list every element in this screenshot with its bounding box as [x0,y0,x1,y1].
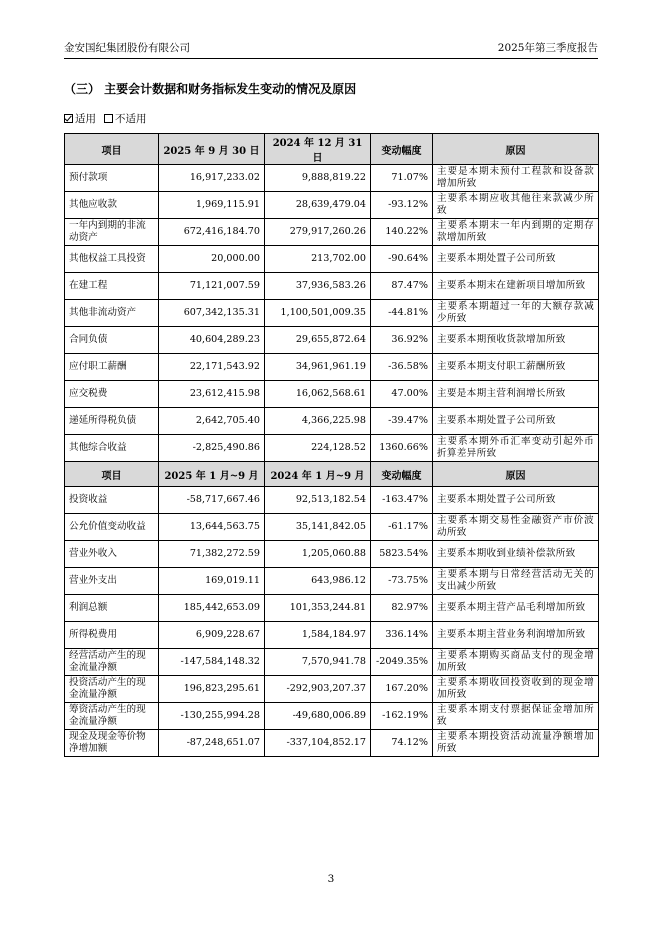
row-value-b: 1,100,501,009.35 [265,300,371,327]
row-value-a: 16,917,233.02 [159,165,265,192]
row-item: 应付职工薪酬 [65,354,159,381]
row-reason: 主要系本期交易性金融资产市价波动所致 [433,514,599,541]
header-report-title: 2025年第三季度报告 [497,42,598,54]
row-reason: 主要系本期应收其他往来款减少所致 [433,192,599,219]
row-change: 36.92% [371,327,433,354]
row-change: -73.75% [371,568,433,595]
row-item: 筹资活动产生的现金流量净额 [65,703,159,730]
table-row [65,649,599,676]
table-row [65,300,599,327]
not-applicable-label: 不适用 [115,113,147,125]
row-reason: 主要系本期支付职工薪酬所致 [433,354,599,381]
header-period-a: 2025 年 9 月 30 日 [159,134,265,165]
header-reason: 原因 [433,462,599,487]
row-value-b: 4,366,225.98 [265,408,371,435]
table-row [65,514,599,541]
row-change: 167.20% [371,676,433,703]
header-item: 项目 [65,462,159,487]
row-value-a: 607,342,135.31 [159,300,265,327]
row-reason: 主要系本期与日常经营活动无关的支出减少所致 [433,568,599,595]
row-item: 投资收益 [65,487,159,514]
row-reason: 主要是本期未预付工程款和设备款增加所致 [433,165,599,192]
section-title: （三） 主要会计数据和财务指标发生变动的情况及原因 [64,82,357,96]
row-value-a: 2,642,705.40 [159,408,265,435]
row-reason: 主要系本期主营业务利润增加所致 [433,622,599,649]
header-period-b: 2024 年 12 月 31 日 [265,134,371,165]
table1-body [65,165,599,462]
row-reason: 主要系本期购买商品支付的现金增加所致 [433,649,599,676]
table-row [65,568,599,595]
row-value-b: 101,353,244.81 [265,595,371,622]
table-row [65,246,599,273]
row-item: 递延所得税负债 [65,408,159,435]
row-item: 在建工程 [65,273,159,300]
row-item: 其他综合收益 [65,435,159,462]
table-row [65,730,599,757]
row-value-b: 643,986.12 [265,568,371,595]
row-change: -39.47% [371,408,433,435]
row-value-a: 40,604,289.23 [159,327,265,354]
row-value-b: 224,128.52 [265,435,371,462]
table2-body [65,487,599,757]
table-row [65,354,599,381]
row-change: -61.17% [371,514,433,541]
row-value-a: 71,382,272.59 [159,541,265,568]
row-reason: 主要系本期收到业绩补偿款所致 [433,541,599,568]
row-item: 经营活动产生的现金流量净额 [65,649,159,676]
table2-header-row [65,462,599,487]
not-applicable-checkbox[interactable] [104,114,113,123]
row-value-b: 92,513,182.54 [265,487,371,514]
applicable-label: 适用 [75,113,96,125]
row-change: 336.14% [371,622,433,649]
row-change: 140.22% [371,219,433,246]
row-value-b: 1,584,184.97 [265,622,371,649]
row-item: 投资活动产生的现金流量净额 [65,676,159,703]
row-change: -93.12% [371,192,433,219]
row-reason: 主要系本期收回投资收到的现金增加所致 [433,676,599,703]
row-value-a: 23,612,415.98 [159,381,265,408]
table-row [65,541,599,568]
row-value-a: -147,584,148.32 [159,649,265,676]
header-divider [64,58,598,59]
table-row [65,408,599,435]
header-period-a: 2025 年 1 月~9 月 [159,462,265,487]
table-row [65,192,599,219]
table-row [65,595,599,622]
row-change: 87.47% [371,273,433,300]
row-change: 71.07% [371,165,433,192]
row-change: 47.00% [371,381,433,408]
row-value-b: 35,141,842.05 [265,514,371,541]
row-value-b: 29,655,872.64 [265,327,371,354]
header-change: 变动幅度 [371,134,433,165]
row-item: 现金及现金等价物净增加额 [65,730,159,757]
row-reason: 主要系本期末一年内到期的定期存款增加所致 [433,219,599,246]
row-item: 公允价值变动收益 [65,514,159,541]
row-reason: 主要系本期末在建新项目增加所致 [433,273,599,300]
row-value-a: 185,442,653.09 [159,595,265,622]
row-item: 利润总额 [65,595,159,622]
row-item: 营业外收入 [65,541,159,568]
table-row [65,165,599,192]
row-reason: 主要系本期超过一年的大额存款减少所致 [433,300,599,327]
row-change: 82.97% [371,595,433,622]
page-number: 3 [327,873,335,885]
row-change: 1360.66% [371,435,433,462]
row-change: 74.12% [371,730,433,757]
row-reason: 主要是本期主营利润增长所致 [433,381,599,408]
header-change: 变动幅度 [371,462,433,487]
row-value-a: 13,644,563.75 [159,514,265,541]
row-reason: 主要系本期主营产品毛利增加所致 [433,595,599,622]
row-value-a: 6,909,228.67 [159,622,265,649]
header-period-b: 2024 年 1 月~9 月 [265,462,371,487]
row-item: 其他非流动资产 [65,300,159,327]
header-reason: 原因 [433,134,599,165]
table-row [65,676,599,703]
row-value-b: 213,702.00 [265,246,371,273]
row-value-b: 28,639,479.04 [265,192,371,219]
row-value-a: 196,823,295.61 [159,676,265,703]
row-value-a: -2,825,490.86 [159,435,265,462]
row-change: -162.19% [371,703,433,730]
row-value-a: 20,000.00 [159,246,265,273]
table-row [65,703,599,730]
row-value-b: -49,680,006.89 [265,703,371,730]
row-value-a: 71,121,007.59 [159,273,265,300]
row-item: 其他权益工具投资 [65,246,159,273]
row-reason: 主要系本期预收货款增加所致 [433,327,599,354]
row-change: -90.64% [371,246,433,273]
row-reason: 主要系本期处置子公司所致 [433,487,599,514]
row-item: 所得税费用 [65,622,159,649]
row-value-b: 34,961,961.19 [265,354,371,381]
row-reason: 主要系本期处置子公司所致 [433,408,599,435]
row-change: 5823.54% [371,541,433,568]
financial-changes-table [64,133,599,757]
row-item: 合同负债 [65,327,159,354]
header-company: 金安国纪集团股份有限公司 [64,42,190,54]
table-row [65,219,599,246]
row-reason: 主要系本期支付票据保证金增加所致 [433,703,599,730]
row-value-b: 7,570,941.78 [265,649,371,676]
applicable-checkbox[interactable] [64,114,73,123]
row-change: -2049.35% [371,649,433,676]
row-value-b: 279,917,260.26 [265,219,371,246]
row-value-b: 16,062,568.61 [265,381,371,408]
row-reason: 主要系本期处置子公司所致 [433,246,599,273]
row-item: 预付款项 [65,165,159,192]
row-change: -163.47% [371,487,433,514]
row-change: -44.81% [371,300,433,327]
table-row [65,622,599,649]
row-item: 营业外支出 [65,568,159,595]
row-reason: 主要系本期投资活动流量净额增加所致 [433,730,599,757]
table1-header-row [65,134,599,165]
row-change: -36.58% [371,354,433,381]
row-value-b: 1,205,060.88 [265,541,371,568]
row-value-b: -292,903,207.37 [265,676,371,703]
row-value-a: -87,248,651.07 [159,730,265,757]
row-value-a: 169,019.11 [159,568,265,595]
row-value-b: 9,888,819.22 [265,165,371,192]
row-value-a: 22,171,543.92 [159,354,265,381]
row-value-a: 672,416,184.70 [159,219,265,246]
row-reason: 主要系本期外币汇率变动引起外币折算差异所致 [433,435,599,462]
row-value-a: -58,717,667.46 [159,487,265,514]
table-row [65,381,599,408]
row-value-a: 1,969,115.91 [159,192,265,219]
row-value-b: -337,104,852.17 [265,730,371,757]
table-row [65,435,599,462]
table-row [65,327,599,354]
row-item: 应交税费 [65,381,159,408]
applicability-options [64,111,155,126]
row-item: 一年内到期的非流动资产 [65,219,159,246]
row-value-b: 37,936,583.26 [265,273,371,300]
row-item: 其他应收款 [65,192,159,219]
table-row [65,273,599,300]
table-row [65,487,599,514]
header-item: 项目 [65,134,159,165]
row-value-a: -130,255,994.28 [159,703,265,730]
